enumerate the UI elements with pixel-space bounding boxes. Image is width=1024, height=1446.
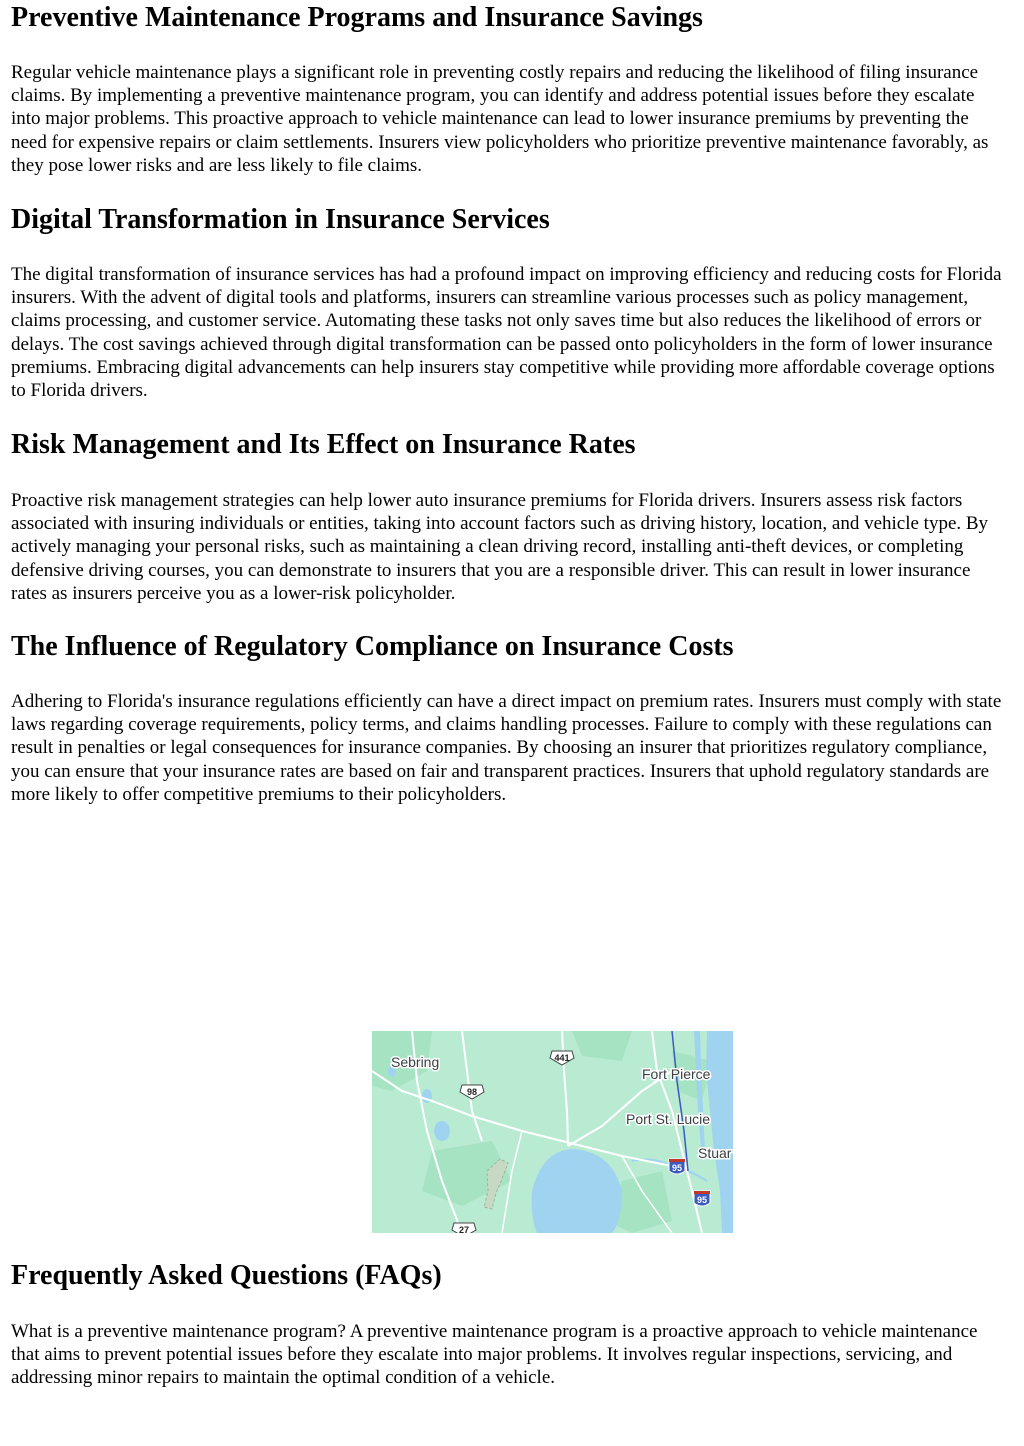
- section-body-digital-transformation: The digital transformation of insurance services has had a profound impact on improving efficiency and reducing costs for Florida insurers. With the advent of digital tools and platforms, insurers can streamline various processes such as policy management, claims processing, and customer service. Automating these tasks not only saves time but also reduces the likelihood of errors or delays. The cost savings achieved through digital transformation can be passed onto policyholders in the form of lower insurance premiums. Embracing digital advancements can help insurers stay competitive while providing more affordable coverage options to Florida drivers.: [11, 264, 1002, 402]
- section-heading-digital-transformation: Digital Transformation in Insurance Services: [11, 204, 550, 235]
- faq-body: What is a preventive maintenance program? A preventive maintenance program is a proactive approach to vehicle maintenance that aims to prevent potential issues before they escalate into major problems. It involves regular inspections, servicing, and addressing minor repairs to maintain the optimal condition of a vehicle.: [11, 1321, 978, 1389]
- faq-heading: Frequently Asked Questions (FAQs): [11, 1260, 442, 1291]
- us-441-number: 441: [554, 1053, 570, 1063]
- map-label-sebring: Sebring: [391, 1054, 440, 1070]
- section-heading-regulatory-compliance: The Influence of Regulatory Compliance on Insurance Costs: [11, 631, 734, 662]
- map-label-port-st-lucie: Port St. Lucie: [626, 1111, 711, 1127]
- map-label-fort-pierce: Fort Pierce: [642, 1066, 711, 1082]
- florida-map-image: [372, 1031, 733, 1233]
- section-body-regulatory-compliance: Adhering to Florida's insurance regulations efficiently can have a direct impact on premium rates. Insurers must comply with state laws regarding coverage requirements, policy terms, and claims handling processes. Failure to comply with these regulations can result in penalties or legal consequences for insurance companies. By choosing an insurer that prioritizes regulatory compliance, you can ensure that your insurance rates are based on fair and transparent practices. Insurers that uphold regulatory standards are more likely to offer competitive premiums to their policyholders.: [11, 691, 1002, 805]
- interstate-95-number-a: 95: [671, 1163, 683, 1173]
- section-body-preventive-maintenance: Regular vehicle maintenance plays a significant role in preventing costly repairs and reducing the likelihood of filing insurance claims. By implementing a preventive maintenance program, you can identify and address potential issues before they escalate into major problems. This proactive approach to vehicle maintenance can lead to lower insurance premiums by preventing the need for expensive repairs or claim settlements. Insurers view policyholders who prioritize preventive maintenance favorably, as they pose lower risks and are less likely to file claims.: [11, 62, 989, 176]
- section-heading-risk-management: Risk Management and Its Effect on Insurance Rates: [11, 429, 636, 460]
- section-heading-preventive-maintenance: Preventive Maintenance Programs and Insurance Savings: [11, 2, 703, 33]
- section-body-risk-management: Proactive risk management strategies can help lower auto insurance premiums for Florida drivers. Insurers assess risk factors associated with insuring individuals or entities, taking into account factors such as driving history, location, and vehicle type. By actively managing your personal risks, such as maintaining a clean driving record, installing anti-theft devices, or completing defensive driving courses, you can demonstrate to insurers that you are a responsible driver. This can result in lower insurance rates as insurers perceive you as a lower-risk policyholder.: [11, 490, 989, 604]
- map-label-stuart: Stuar: [698, 1145, 732, 1161]
- us-27-shield-icon: [452, 1223, 476, 1233]
- interstate-95-shield-icon: [669, 1159, 685, 1174]
- us-27-number: 27: [458, 1225, 470, 1233]
- us-98-number: 98: [466, 1087, 478, 1097]
- interstate-95-number-b: 95: [696, 1195, 708, 1205]
- interstate-95-shield-icon: [694, 1191, 710, 1206]
